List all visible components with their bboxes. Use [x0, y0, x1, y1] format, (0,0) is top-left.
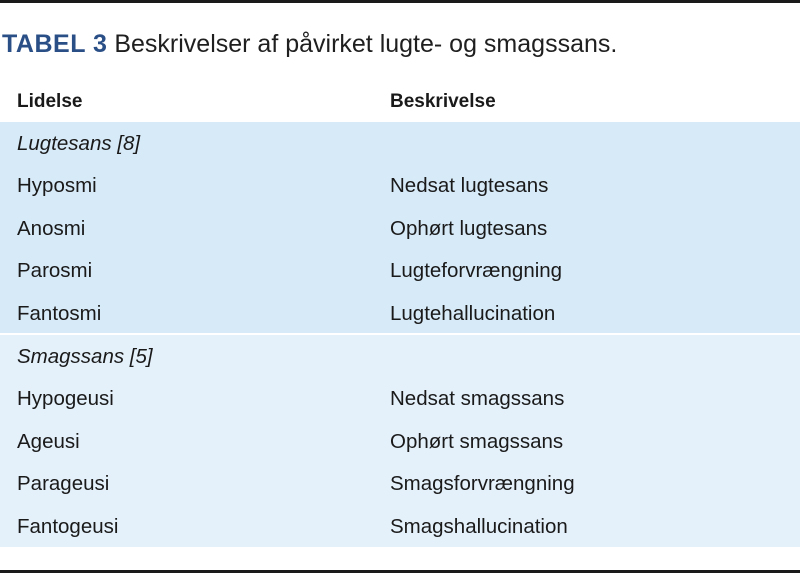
group-title: Lugtesans [8]	[17, 132, 141, 155]
table-row	[0, 249, 800, 291]
lidelse-cell: Parosmi	[17, 259, 93, 283]
table-caption-text: Beskrivelser af påvirket lugte- og smagssans.	[114, 30, 618, 58]
bottom-rule	[0, 570, 800, 573]
lidelse-cell: Fantogeusi	[17, 514, 119, 538]
beskrivelse-cell: Nedsat lugtesans	[390, 174, 549, 198]
table-row	[0, 420, 800, 462]
table-header	[0, 82, 800, 122]
lidelse-cell: Anosmi	[17, 216, 86, 240]
group-title-row	[0, 122, 800, 164]
table-label: TABEL 3	[2, 30, 108, 58]
beskrivelse-cell: Smagsforvrængning	[390, 472, 575, 496]
table-row	[0, 505, 800, 547]
column-header-lidelse: Lidelse	[17, 91, 83, 112]
top-rule	[0, 0, 800, 3]
beskrivelse-cell: Lugtehallucination	[390, 301, 556, 325]
table-row	[0, 462, 800, 504]
table-row	[0, 164, 800, 206]
group-title-row	[0, 335, 800, 377]
group-title: Smagssans [5]	[17, 345, 153, 368]
table-row	[0, 377, 800, 419]
table-row	[0, 292, 800, 334]
beskrivelse-cell: Ophørt lugtesans	[390, 216, 548, 240]
beskrivelse-cell: Nedsat smagssans	[390, 387, 565, 411]
beskrivelse-cell: Lugteforvrængning	[390, 259, 563, 283]
lidelse-cell: Hyposmi	[17, 174, 97, 198]
group-smagssans	[0, 335, 800, 547]
table-caption	[2, 28, 617, 60]
beskrivelse-cell: Ophørt smagssans	[390, 429, 564, 453]
lidelse-cell: Hypogeusi	[17, 387, 114, 411]
beskrivelse-cell: Smagshallucination	[390, 514, 568, 538]
lidelse-cell: Fantosmi	[17, 301, 102, 325]
lidelse-cell: Ageusi	[17, 429, 80, 453]
lidelse-cell: Parageusi	[17, 472, 110, 496]
table-row	[0, 207, 800, 249]
column-header-beskrivelse: Beskrivelse	[390, 91, 496, 112]
group-lugtesans	[0, 122, 800, 333]
